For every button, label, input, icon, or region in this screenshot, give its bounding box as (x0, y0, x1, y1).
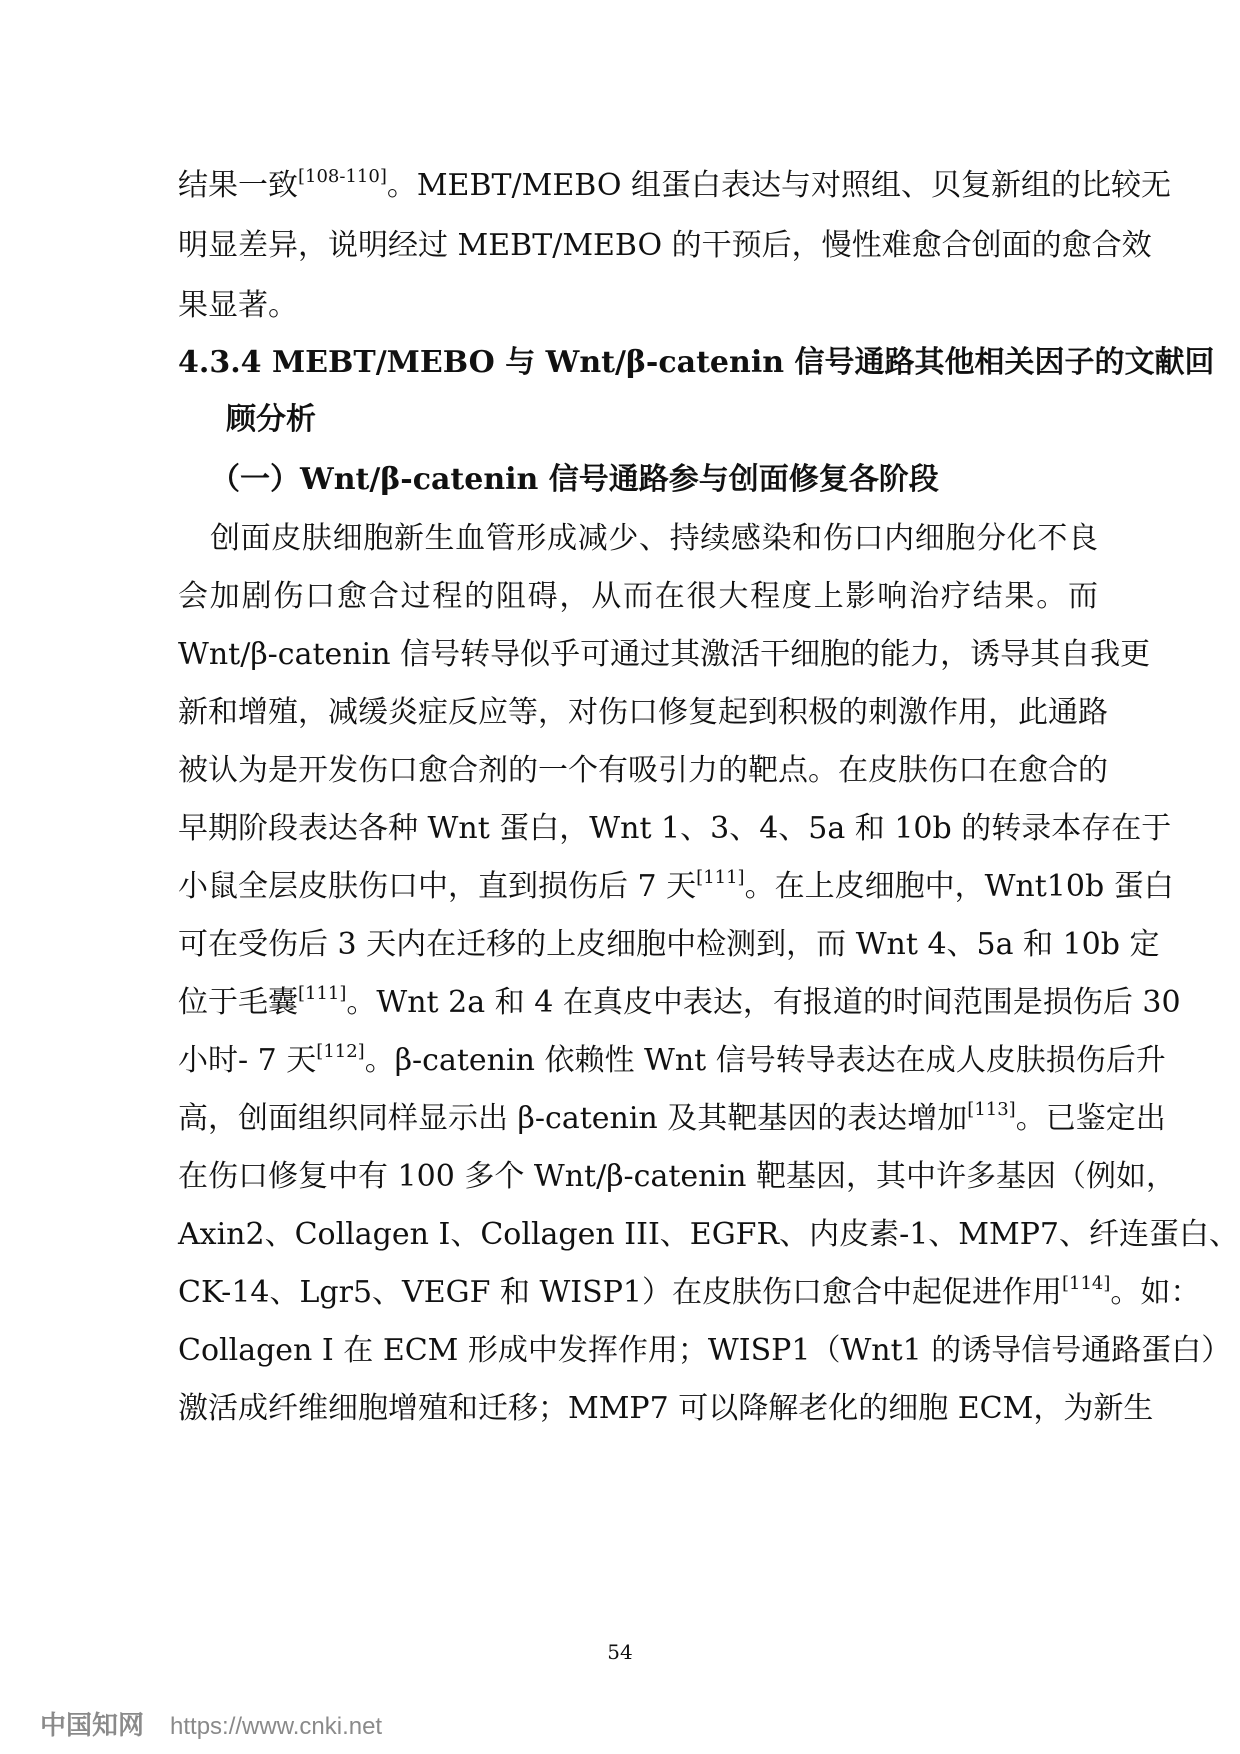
paragraph-line (178, 1041, 1166, 1081)
citation-ref: [111] (298, 983, 347, 1004)
text-run: 高，创面组织同样显示出 β-catenin 及其靶基因的表达增加 (178, 1101, 968, 1136)
citation-ref: [113] (967, 1099, 1016, 1120)
footer-watermark (40, 1705, 382, 1741)
paragraph-line: 创面皮肤细胞新生血管形成减少、持续感染和伤口内细胞分化不良 (210, 521, 1098, 556)
paragraph-line: 早期阶段表达各种 Wnt 蛋白，Wnt 1、3、4、5a 和 10b 的转录本存在于 (178, 811, 1172, 846)
section-heading: 4.3.4 MEBT/MEBO 与 Wnt/β-catenin 信号通路其他相关因子的文献回 (178, 345, 1215, 380)
page-number: 54 (607, 1640, 633, 1664)
paragraph-line: 激活成纤维细胞增殖和迁移；MMP7 可以降解老化的细胞 ECM，为新生 (178, 1391, 1154, 1426)
paragraph-line: 果显著。 (178, 288, 298, 323)
paragraph-line (178, 166, 1171, 206)
paragraph-line: Collagen I 在 ECM 形成中发挥作用；WISP1（Wnt1 的诱导信号通路蛋白） (178, 1333, 1232, 1368)
text-run: CK-14、Lgr5、VEGF 和 WISP1）在皮肤伤口愈合中起促进作用 (178, 1275, 1062, 1310)
citation-ref: [112] (316, 1041, 365, 1062)
paragraph-line (178, 983, 1181, 1023)
text-run: 。MEBT/MEBO 组蛋白表达与对照组、贝复新组的比较无 (386, 168, 1171, 203)
paragraph-line: 在伤口修复中有 100 多个 Wnt/β-catenin 靶基因，其中许多基因（例如， (178, 1159, 1176, 1194)
paragraph-line: Axin2、Collagen I、Collagen III、EGFR、内皮素-1、MMP7、纤连蛋白、 (178, 1217, 1240, 1252)
text-run: 小鼠全层皮肤伤口中，直到损伤后 7 天 (178, 869, 697, 904)
citation-ref: [108-110] (298, 166, 387, 187)
section-heading-continued: 顾分析 (226, 402, 316, 437)
paragraph-line: 明显差异，说明经过 MEBT/MEBO 的干预后，慢性难愈合创面的愈合效 (178, 228, 1152, 263)
paragraph-line: 被认为是开发伤口愈合剂的一个有吸引力的靶点。在皮肤伤口在愈合的 (178, 753, 1108, 788)
citation-ref: [111] (696, 867, 745, 888)
text-run: 结果一致 (178, 168, 298, 203)
subheading: （一）Wnt/β-catenin 信号通路参与创面修复各阶段 (210, 462, 939, 497)
text-run: 小时- 7 天 (178, 1043, 317, 1078)
text-run: 。如： (1110, 1275, 1201, 1310)
paragraph-line (178, 1099, 1166, 1139)
paragraph-line: 新和增殖，减缓炎症反应等，对伤口修复起到积极的刺激作用，此通路 (178, 695, 1108, 730)
citation-ref: [114] (1061, 1273, 1111, 1294)
cnki-logo: 中国知网 (40, 1710, 145, 1740)
text-run: 。在上皮细胞中，Wnt10b 蛋白 (744, 869, 1174, 904)
cnki-url[interactable]: https://www.cnki.net (170, 1713, 383, 1740)
text-run: 位于毛囊 (178, 985, 298, 1020)
paragraph-line: Wnt/β-catenin 信号转导似乎可通过其激活干细胞的能力，诱导其自我更 (178, 637, 1151, 672)
text-run: 。β-catenin 依赖性 Wnt 信号转导表达在成人皮肤损伤后升 (364, 1043, 1166, 1078)
text-run: 。Wnt 2a 和 4 在真皮中表达，有报道的时间范围是损伤后 30 (346, 985, 1181, 1020)
paragraph-line: 会加剧伤口愈合过程的阻碍，从而在很大程度上影响治疗结果。而 (178, 579, 1098, 614)
paragraph-line: 可在受伤后 3 天内在迁移的上皮细胞中检测到，而 Wnt 4、5a 和 10b 定 (178, 927, 1160, 962)
paragraph-line (178, 1273, 1201, 1313)
paragraph-line (178, 867, 1174, 907)
text-run: 。已鉴定出 (1015, 1101, 1166, 1136)
